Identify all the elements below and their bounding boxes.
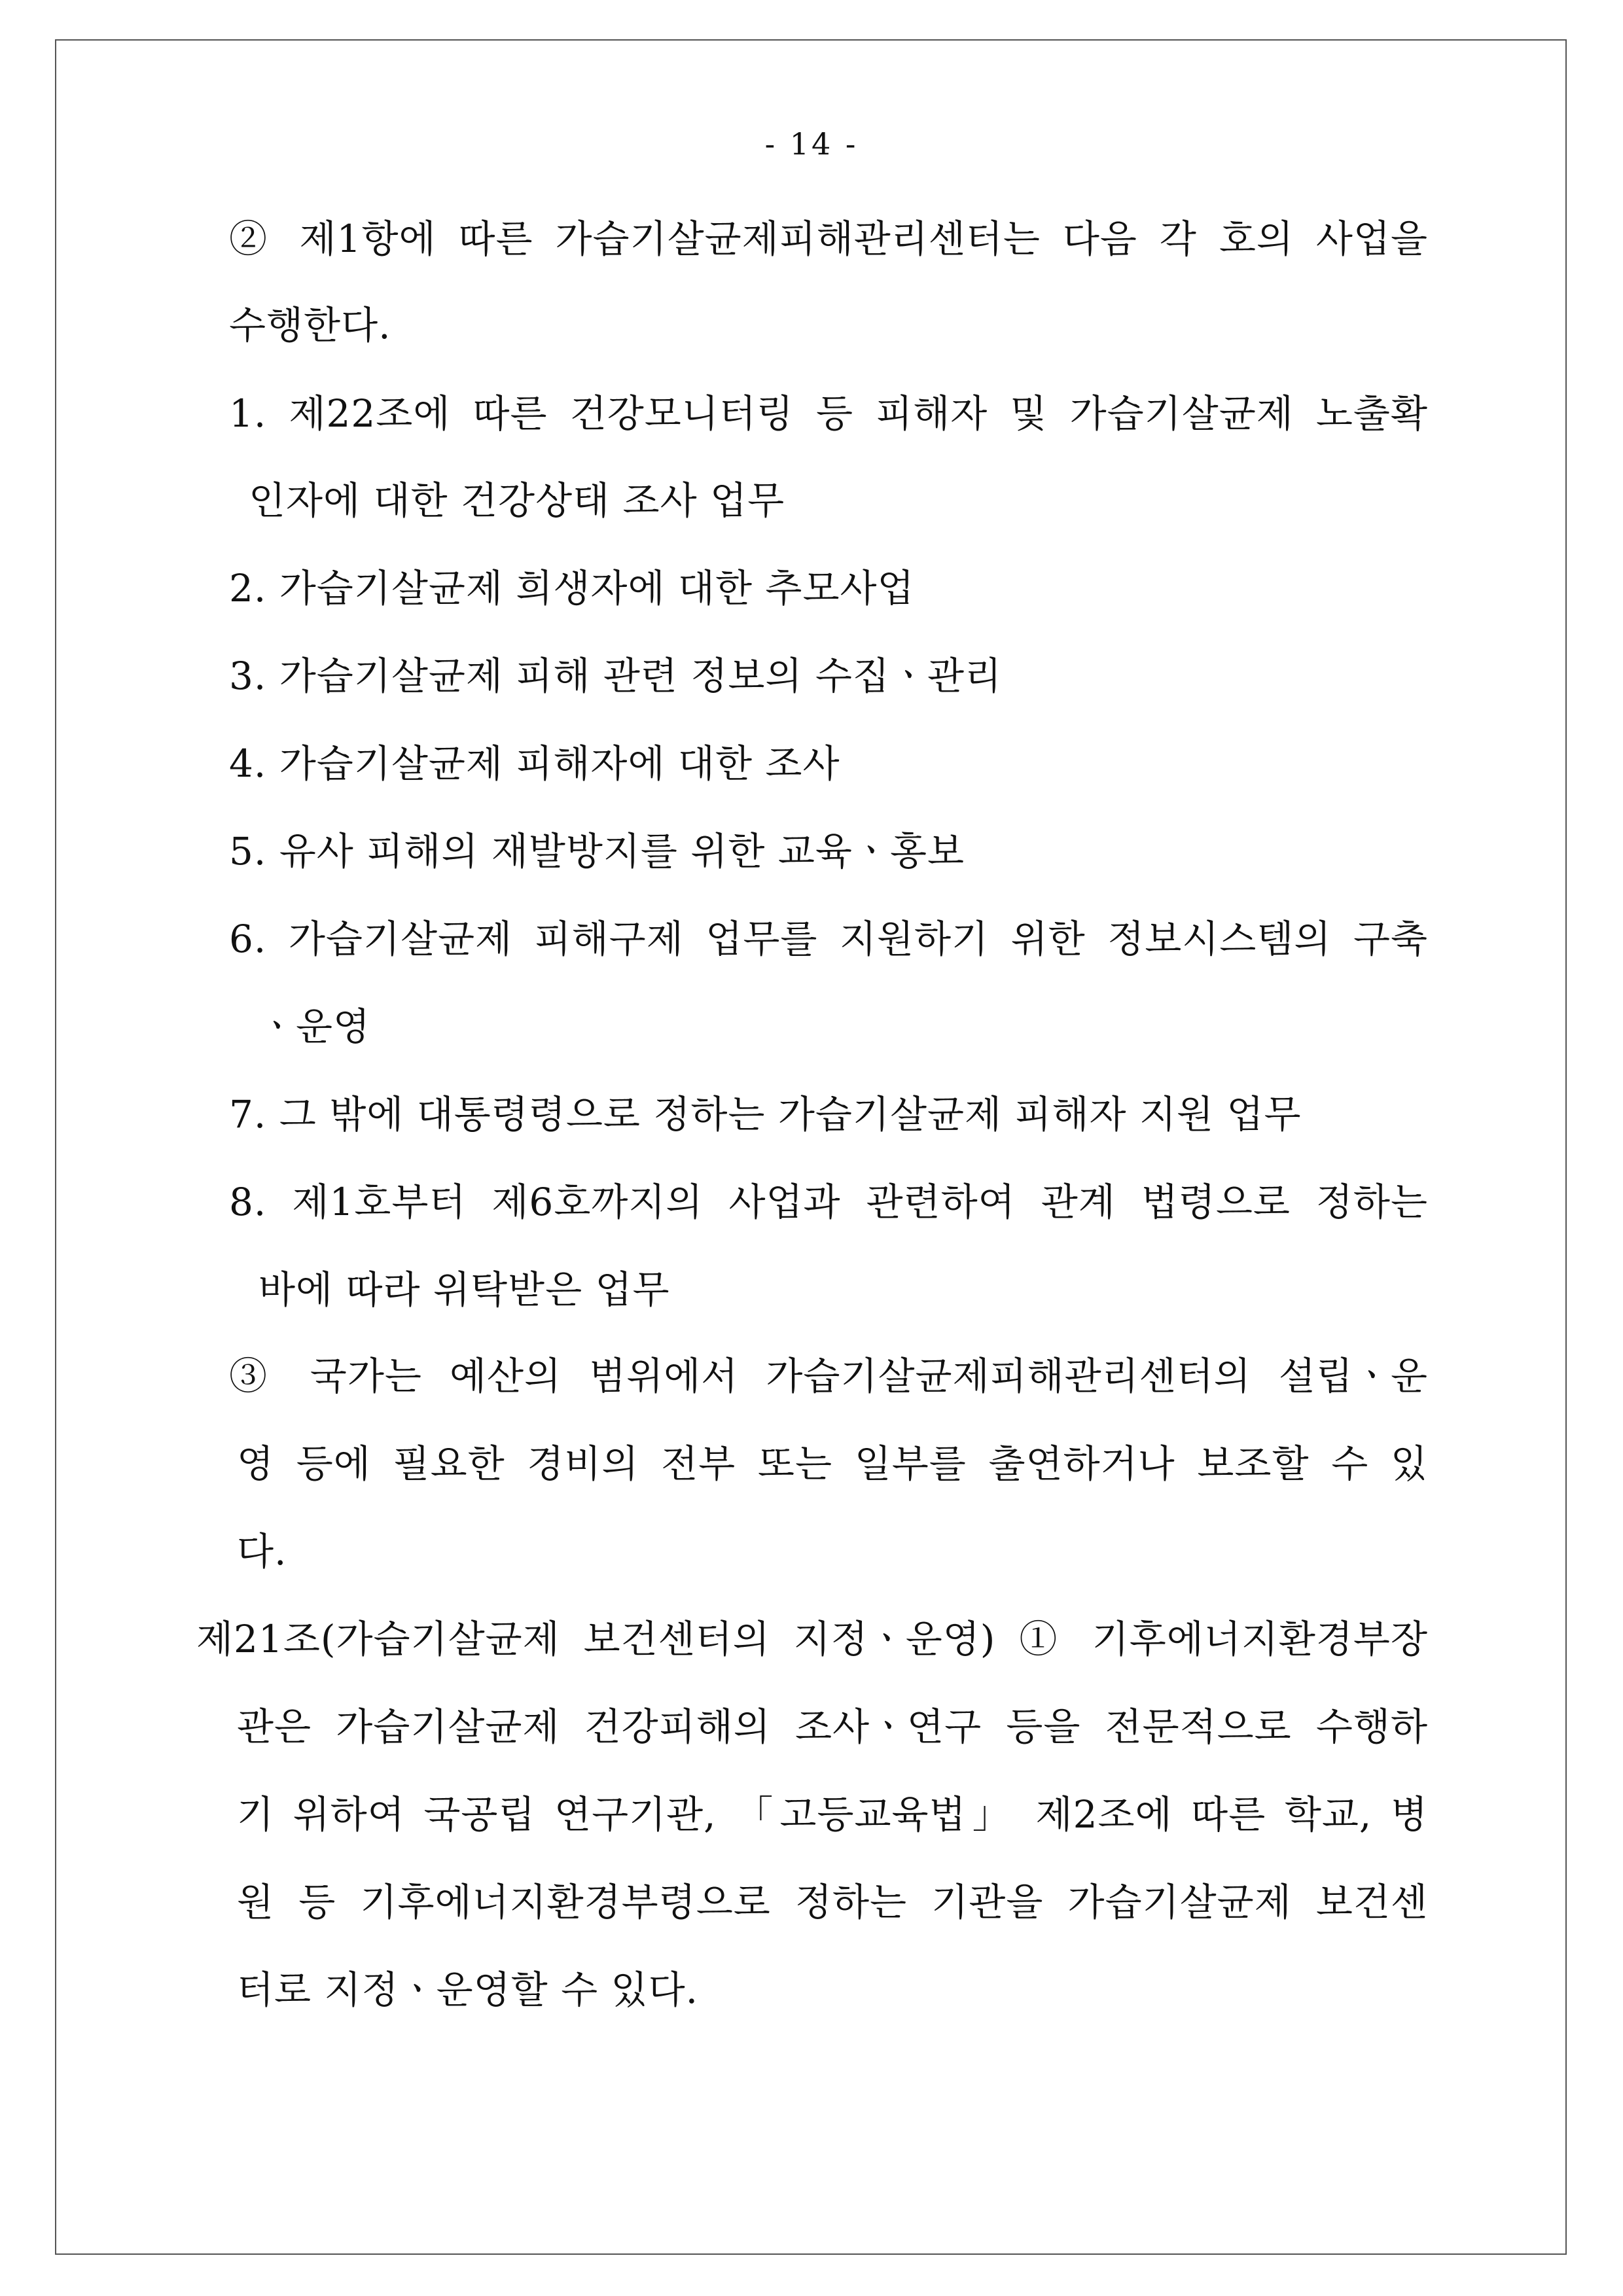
item-4: 4. 가습기살균제 피해자에 대한 조사 [229,741,840,786]
item-1-line-2: 인자에 대한 건강상태 조사 업무 [249,478,785,523]
paragraph-3-line-2: 영 등에 필요한 경비의 전부 또는 일부를 출연하거나 보조할 수 있 [237,1441,1428,1486]
paragraph-2-line-1: ② 제1항에 따른 가습기살균제피해관리센터는 다음 각 호의 사업을 [229,217,1428,261]
page-number: - 14 - [764,126,859,162]
item-1-line-1: 1. 제22조에 따른 건강모니터링 등 피해자 및 가습기살균제 노출확 [229,391,1428,436]
item-8-line-2: 바에 따라 위탁받은 업무 [259,1267,670,1312]
article-21-line-4: 원 등 기후에너지환경부령으로 정하는 기관을 가습기살균제 보건센 [237,1880,1428,1924]
article-21-line-5: 터로 지정ㆍ운영할 수 있다. [237,1968,699,2012]
article-21-line-1: 제21조(가습기살균제 보건센터의 지정ㆍ운영) ① 기후에너지환경부장 [196,1617,1428,1661]
item-6-line-2: ㆍ운영 [259,1004,371,1049]
item-6-line-1: 6. 가습기살균제 피해구제 업무를 지원하기 위한 정보시스템의 구축 [229,917,1428,961]
article-21-line-2: 관은 가습기살균제 건강피해의 조사ㆍ연구 등을 전문적으로 수행하 [237,1704,1428,1749]
item-5: 5. 유사 피해의 재발방지를 위한 교육ㆍ홍보 [229,829,965,874]
paragraph-2-line-2: 수행한다. [229,303,391,347]
paragraph-3-line-1: ③ 국가는 예산의 범위에서 가습기살균제피해관리센터의 설립ㆍ운 [229,1354,1428,1398]
article-21-line-3: 기 위하여 국공립 연구기관, 「고등교육법」 제2조에 따른 학교, 병 [237,1792,1428,1837]
item-3: 3. 가습기살균제 피해 관련 정보의 수집ㆍ관리 [229,654,1003,698]
item-8-line-1: 8. 제1호부터 제6호까지의 사업과 관련하여 관계 법령으로 정하는 [229,1180,1428,1224]
item-7: 7. 그 밖에 대통령령으로 정하는 가습기살균제 피해자 지원 업무 [229,1092,1302,1137]
item-2: 2. 가습기살균제 희생자에 대한 추모사업 [229,566,915,610]
paragraph-3-line-3: 다. [237,1529,287,1574]
